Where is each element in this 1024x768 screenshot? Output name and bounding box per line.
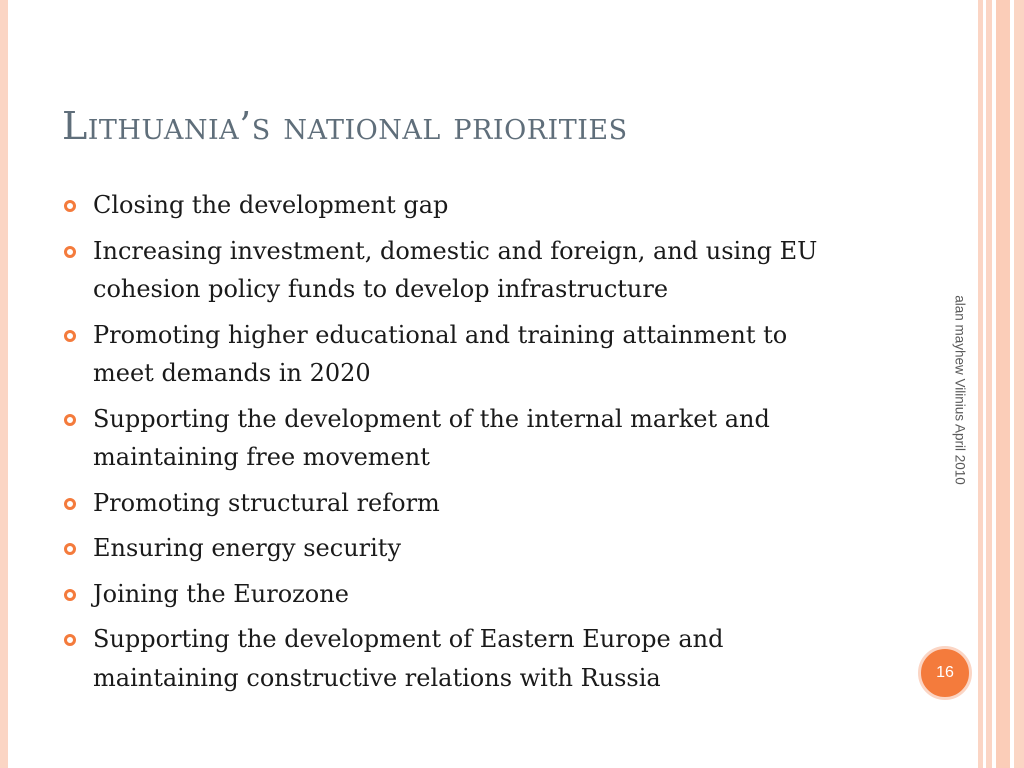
left-border-stripe — [0, 0, 8, 768]
bullet-text: Supporting the development of Eastern Europe and maintaining constructive relations with Russia — [93, 625, 724, 692]
bullet-item — [62, 484, 852, 523]
bullet-ring-icon — [64, 246, 76, 258]
bullet-text: Promoting higher educational and training attainment to meet demands in 2020 — [93, 320, 788, 387]
right-border-stripe — [996, 0, 1010, 768]
bullet-ring-icon — [64, 414, 76, 426]
bullet-ring-icon — [64, 589, 76, 601]
bullet-ring-icon — [64, 498, 76, 510]
bullet-list — [62, 186, 852, 704]
slide-number-badge — [918, 646, 972, 700]
right-border-stripe — [986, 0, 992, 768]
bullet-item — [62, 232, 852, 309]
slide-title: Lithuania’s national priorities — [62, 104, 628, 148]
vertical-footer-note: alan mayhew Vilinius April 2010 — [952, 295, 968, 485]
bullet-text: Supporting the development of the internal market and maintaining free movement — [93, 404, 770, 471]
bullet-item — [62, 400, 852, 477]
bullet-text: Promoting structural reform — [93, 488, 440, 517]
bullet-item — [62, 529, 852, 568]
bullet-item — [62, 620, 852, 697]
bullet-ring-icon — [64, 634, 76, 646]
bullet-ring-icon — [64, 543, 76, 555]
right-border-stripe — [1014, 0, 1024, 768]
bullet-item — [62, 186, 852, 225]
bullet-text: Joining the Eurozone — [93, 579, 349, 608]
bullet-item — [62, 316, 852, 393]
bullet-ring-icon — [64, 200, 76, 212]
bullet-item — [62, 575, 852, 614]
slide-number: 16 — [936, 664, 954, 681]
bullet-ring-icon — [64, 330, 76, 342]
right-border-stripe — [978, 0, 983, 768]
bullet-text: Closing the development gap — [93, 191, 449, 219]
bullet-text: Increasing investment, domestic and foreign, and using EU cohesion policy funds to develop infrastructure — [93, 236, 818, 303]
bullet-text: Ensuring energy security — [93, 534, 402, 562]
